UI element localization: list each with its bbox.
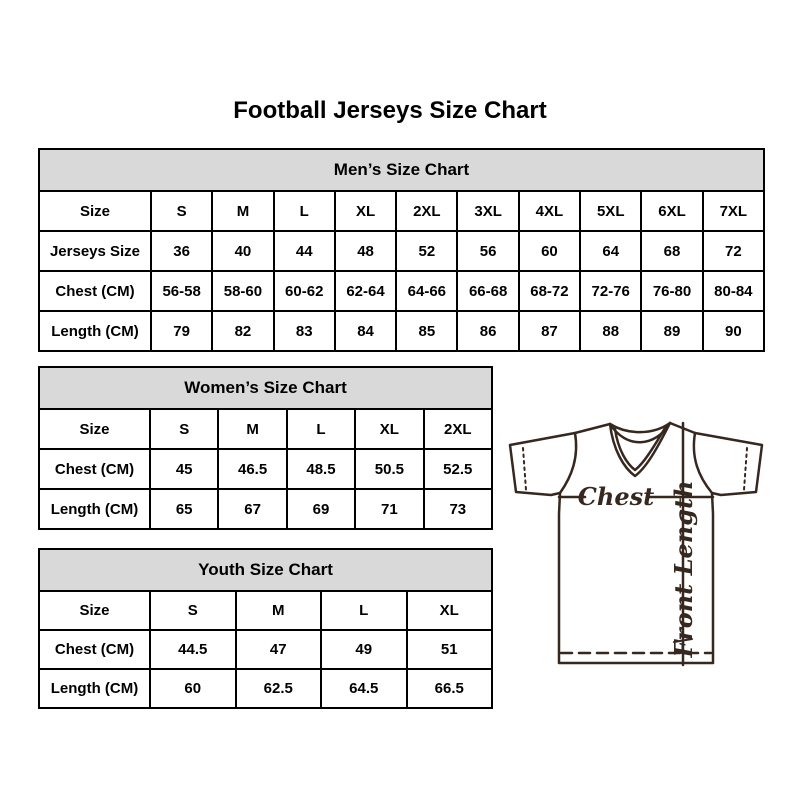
table-cell: 5XL <box>580 191 641 231</box>
right-cuff-stitch <box>744 448 747 490</box>
table-cell: 64 <box>580 231 641 271</box>
jersey-outline <box>510 423 762 663</box>
mens-table-title: Men’s Size Chart <box>39 149 764 191</box>
row-label-length: Length (CM) <box>39 669 150 708</box>
youth-table-title: Youth Size Chart <box>39 549 492 591</box>
table-cell: 66.5 <box>407 669 493 708</box>
mens-table-header-row <box>39 149 764 191</box>
jersey-diagram <box>498 402 783 682</box>
table-cell: 48 <box>335 231 396 271</box>
table-cell: 62.5 <box>236 669 322 708</box>
table-cell: 66-68 <box>457 271 518 311</box>
womens-chest-row <box>39 449 492 489</box>
mens-length-row <box>39 311 764 351</box>
table-cell: 3XL <box>457 191 518 231</box>
table-cell: 72-76 <box>580 271 641 311</box>
table-cell: 79 <box>151 311 212 351</box>
table-cell: 72 <box>703 231 764 271</box>
youth-length-row <box>39 669 492 708</box>
table-cell: 45 <box>150 449 218 489</box>
table-cell: 84 <box>335 311 396 351</box>
table-cell: 71 <box>355 489 423 529</box>
row-label-length: Length (CM) <box>39 311 151 351</box>
front-length-label: Front Length <box>669 480 698 658</box>
table-cell: 69 <box>287 489 355 529</box>
table-cell: 2XL <box>424 409 492 449</box>
table-cell: 52.5 <box>424 449 492 489</box>
table-cell: 6XL <box>641 191 702 231</box>
table-cell: 52 <box>396 231 457 271</box>
table-cell: 88 <box>580 311 641 351</box>
table-cell: 85 <box>396 311 457 351</box>
table-cell: 60 <box>150 669 236 708</box>
table-cell: 56 <box>457 231 518 271</box>
row-label-size: Size <box>39 191 151 231</box>
youth-size-row <box>39 591 492 630</box>
row-label-jerseys-size: Jerseys Size <box>39 231 151 271</box>
row-label-size: Size <box>39 409 150 449</box>
mens-size-table <box>38 148 765 352</box>
left-cuff-stitch <box>523 448 526 490</box>
row-label-size: Size <box>39 591 150 630</box>
table-cell: 60-62 <box>274 271 335 311</box>
row-label-chest: Chest (CM) <box>39 271 151 311</box>
table-cell: S <box>151 191 212 231</box>
table-cell: 2XL <box>396 191 457 231</box>
table-cell: 65 <box>150 489 218 529</box>
womens-size-table <box>38 366 493 530</box>
table-cell: 36 <box>151 231 212 271</box>
table-cell: 48.5 <box>287 449 355 489</box>
row-label-length: Length (CM) <box>39 489 150 529</box>
table-cell: 64.5 <box>321 669 407 708</box>
table-cell: M <box>212 191 273 231</box>
table-cell: 44.5 <box>150 630 236 669</box>
table-cell: S <box>150 591 236 630</box>
table-cell: 82 <box>212 311 273 351</box>
youth-table-header-row <box>39 549 492 591</box>
table-cell: XL <box>335 191 396 231</box>
row-label-chest: Chest (CM) <box>39 449 150 489</box>
table-cell: L <box>321 591 407 630</box>
table-cell: 40 <box>212 231 273 271</box>
womens-table-header-row <box>39 367 492 409</box>
table-cell: 58-60 <box>212 271 273 311</box>
table-cell: L <box>274 191 335 231</box>
youth-chest-row <box>39 630 492 669</box>
table-cell: 68 <box>641 231 702 271</box>
table-cell: 68-72 <box>519 271 580 311</box>
table-cell: 46.5 <box>218 449 286 489</box>
womens-size-row <box>39 409 492 449</box>
page-title: Football Jerseys Size Chart <box>233 97 547 124</box>
table-cell: 56-58 <box>151 271 212 311</box>
youth-size-table <box>38 548 493 709</box>
table-cell: 49 <box>321 630 407 669</box>
left-armhole-seam <box>560 433 576 493</box>
table-cell: 90 <box>703 311 764 351</box>
table-cell: 50.5 <box>355 449 423 489</box>
table-cell: 76-80 <box>641 271 702 311</box>
collar-curve-outer <box>610 423 670 432</box>
mens-chest-row <box>39 271 764 311</box>
table-cell: 80-84 <box>703 271 764 311</box>
womens-length-row <box>39 489 492 529</box>
table-cell: S <box>150 409 218 449</box>
table-cell: 89 <box>641 311 702 351</box>
mens-size-row <box>39 191 764 231</box>
womens-table-title: Women’s Size Chart <box>39 367 492 409</box>
table-cell: 4XL <box>519 191 580 231</box>
table-cell: 47 <box>236 630 322 669</box>
table-cell: 60 <box>519 231 580 271</box>
chest-label: Chest <box>577 482 655 511</box>
table-cell: 73 <box>424 489 492 529</box>
row-label-chest: Chest (CM) <box>39 630 150 669</box>
table-cell: L <box>287 409 355 449</box>
table-cell: 7XL <box>703 191 764 231</box>
table-cell: XL <box>407 591 493 630</box>
table-cell: M <box>236 591 322 630</box>
table-cell: 64-66 <box>396 271 457 311</box>
table-cell: 67 <box>218 489 286 529</box>
table-cell: 87 <box>519 311 580 351</box>
table-cell: 44 <box>274 231 335 271</box>
table-cell: 83 <box>274 311 335 351</box>
table-cell: 51 <box>407 630 493 669</box>
table-cell: M <box>218 409 286 449</box>
table-cell: XL <box>355 409 423 449</box>
mens-jerseys-size-row <box>39 231 764 271</box>
table-cell: 62-64 <box>335 271 396 311</box>
table-cell: 86 <box>457 311 518 351</box>
